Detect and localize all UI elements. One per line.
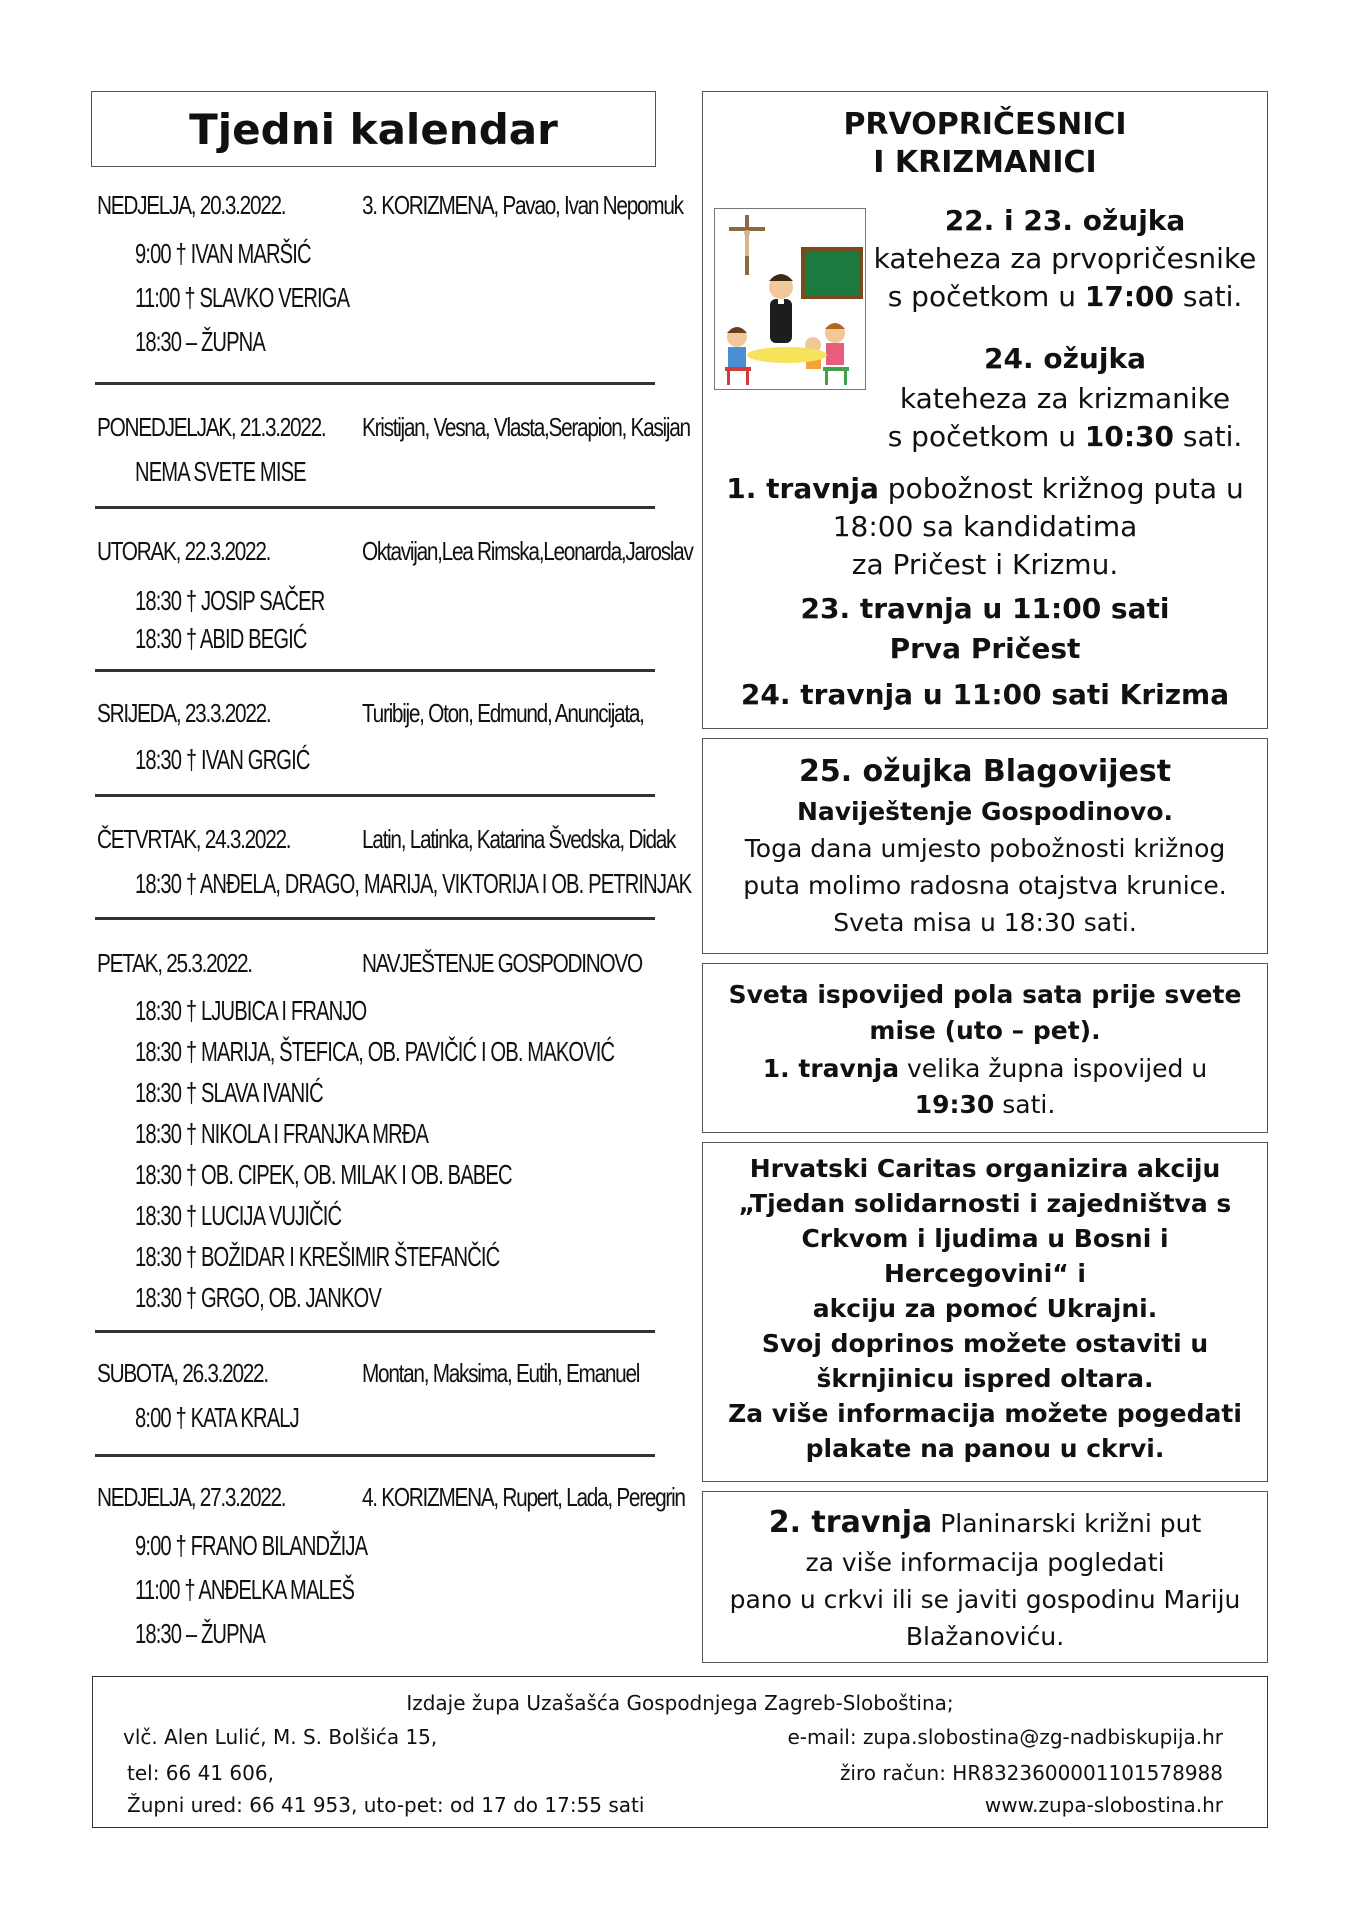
day-separator [95,506,655,509]
catechesis-first-communion-text: kateheza za prvopričesnike [873,242,1257,275]
day-name-days: Oktavijan,Lea Rimska,Leonarda,Jaroslav [362,536,693,566]
caritas-line: plakate na panou u ckrvi. [805,1434,1165,1463]
publisher-footer [92,1676,1268,1828]
mass-entry: 18:30 – ŽUPNA [135,1618,265,1649]
day-date: NEDJELJA, 20.3.2022. [97,190,286,220]
day-date: ČETVRTAK, 24.3.2022. [97,824,291,854]
hiking-title: 2. travnja Planinarski križni put [768,1505,1202,1540]
first-communion-box [702,91,1268,729]
mass-entry: 18:30 † IVAN GRGIĆ [135,744,310,775]
first-communion-date: 23. travnja u 11:00 sati [800,592,1170,625]
mass-entry: 18:30 † MARIJA, ŠTEFICA, OB. PAVIČIĆ I OB. MAKOVIĆ [135,1036,615,1067]
mass-entry: 8:00 † KATA KRALJ [135,1402,299,1433]
caritas-line: „Tjedan solidarnosti i zajedništva s [738,1189,1232,1218]
mass-entry: 11:00 † ANĐELKA MALEŠ [135,1574,355,1605]
way-of-cross-time: 18:00 sa kandidatima [832,510,1138,543]
day-separator [95,382,655,385]
confession-line: Sveta ispovijed pola sata prije svete [728,980,1242,1009]
hiking-text: pano u crkvi ili se javiti gospodinu Mariju [729,1585,1241,1614]
calendar-day [95,1358,655,1440]
footer-bank-account: žiro račun: HR8323600001101578988 [839,1761,1223,1785]
mass-entry: 11:00 † SLAVKO VERIGA [135,282,350,313]
confession-time: 19:30 sati. [914,1090,1056,1119]
catechesis-confirmation-date: 24. ožujka [984,342,1146,375]
annunciation-box [702,738,1268,954]
mass-entry: 18:30 † ANĐELA, DRAGO, MARIJA, VIKTORIJA I OB. PETRINJAK [135,868,692,899]
hiking-text: za više informacija pogledati [805,1548,1165,1577]
catechesis-first-communion-date: 22. i 23. ožujka [944,204,1186,237]
day-separator [95,917,655,920]
catechesis-illustration [714,208,866,390]
mass-entry: 18:30 † ABID BEGIĆ [135,623,307,654]
catechesis-first-communion-time: s početkom u 17:00 sati. [887,280,1243,313]
caritas-line: škrnjinicu ispred oltara. [816,1364,1154,1393]
day-separator [95,669,655,672]
mass-entry: NEMA SVETE MISE [135,456,306,487]
confession-parish: 1. travnja velika župna ispovijed u [762,1054,1208,1083]
annunciation-title: 25. ožujka Blagovijest [798,754,1172,789]
footer-website-link[interactable]: www.zupa-slobostina.hr [984,1793,1223,1817]
mass-entry: 9:00 † FRANO BILANDŽIJA [135,1530,368,1561]
calendar-title: Tjedni kalendar [189,105,558,154]
annunciation-subtitle: Naviještenje Gospodinovo. [796,797,1174,826]
mass-entry: 18:30 † NIKOLA I FRANJKA MRĐA [135,1118,429,1149]
day-name-days: Kristijan, Vesna, Vlasta,Serapion, Kasijan [362,412,690,442]
day-name-days: Montan, Maksima, Eutih, Emanuel [362,1358,640,1388]
way-of-cross-line: 1. travnja pobožnost križnog puta u [726,472,1244,505]
first-communion-title: PRVOPRIČESNICI I KRIZMANICI [843,107,1127,180]
calendar-day [95,412,690,494]
mass-entry: 18:30 † OB. CIPEK, OB. MILAK I OB. BABEC [135,1159,512,1190]
day-separator [95,1454,655,1457]
day-date: PONEDJELJAK, 21.3.2022. [97,412,326,442]
calendar-day [95,698,655,782]
caritas-box [702,1142,1268,1482]
confession-line: mise (uto – pet). [869,1016,1101,1045]
day-date: UTORAK, 22.3.2022. [97,536,271,566]
day-date: PETAK, 25.3.2022. [97,948,252,978]
footer-priest-address: vlč. Alen Lulić, M. S. Bolšića 15, [123,1725,438,1749]
day-name-days: 3. KORIZMENA, Pavao, Ivan Nepomuk [362,190,683,220]
mass-entry: 18:30 † BOŽIDAR I KREŠIMIR ŠTEFANČIĆ [135,1241,500,1272]
mass-entry: 18:30 † GRGO, OB. JANKOV [135,1282,381,1313]
calendar-day [95,1482,685,1656]
day-name-days: NAVJEŠTENJE GOSPODINOVO [362,948,642,978]
confirmation-date: 24. travnja u 11:00 sati Krizma [740,678,1230,711]
first-communion-label: Prva Pričest [889,632,1081,665]
calendar-day [95,948,655,1318]
calendar-day [95,536,693,658]
mass-entry: 18:30 – ŽUPNA [135,326,265,357]
caritas-line: Crkvom i ljudima u Bosni i [801,1224,1169,1253]
caritas-line: Svoj doprinos možete ostaviti u [761,1329,1209,1358]
day-separator [95,794,655,797]
day-date: SUBOTA, 26.3.2022. [97,1358,268,1388]
caritas-line: Za više informacija možete pogedati [728,1399,1242,1428]
mass-entry: 18:30 † LUCIJA VUJIČIĆ [135,1200,342,1231]
mass-entry: 18:30 † LJUBICA I FRANJO [135,995,367,1026]
annunciation-text: puta molimo radosna otajstva krunice. [743,871,1227,900]
day-date: NEDJELJA, 27.3.2022. [97,1482,286,1512]
calendar-day [95,190,683,364]
way-of-cross-candidates: za Pričest i Krizmu. [851,548,1119,581]
hiking-box [702,1491,1268,1663]
footer-publisher: Izdaje župa Uzašašća Gospodnjega Zagreb-Sloboština; [406,1691,954,1715]
annunciation-mass-time: Sveta misa u 18:30 sati. [833,908,1137,937]
day-separator [95,1330,655,1333]
caritas-line: Hercegovini“ i [884,1259,1086,1288]
confession-box [702,963,1268,1133]
catechesis-confirmation-text: kateheza za krizmanike [899,382,1231,415]
hiking-text: Blažanoviću. [905,1622,1065,1651]
day-name-days: 4. KORIZMENA, Rupert, Lada, Peregrin [362,1482,685,1512]
catechesis-confirmation-time: s početkom u 10:30 sati. [887,420,1243,453]
mass-entry: 9:00 † IVAN MARŠIĆ [135,238,311,269]
footer-email[interactable]: e-mail: zupa.slobostina@zg-nadbiskupija.hr [787,1725,1223,1749]
calendar-day [95,824,692,906]
mass-entry: 18:30 † SLAVA IVANIĆ [135,1077,323,1108]
calendar-title-box [91,91,656,167]
caritas-line: akciju za pomoć Ukrajni. [812,1294,1158,1323]
footer-phone: tel: 66 41 606, [127,1761,274,1785]
day-name-days: Latin, Latinka, Katarina Švedska, Didak [362,824,676,854]
annunciation-text: Toga dana umjesto pobožnosti križnog [744,834,1226,863]
mass-entry: 18:30 † JOSIP SAČER [135,585,325,616]
day-name-days: Turibije, Oton, Edmund, Anuncijata, [362,698,644,728]
footer-office-hours: Župni ured: 66 41 953, uto-pet: od 17 do 17:55 sati [127,1793,645,1817]
day-date: SRIJEDA, 23.3.2022. [97,698,271,728]
caritas-line: Hrvatski Caritas organizira akciju [749,1154,1221,1183]
